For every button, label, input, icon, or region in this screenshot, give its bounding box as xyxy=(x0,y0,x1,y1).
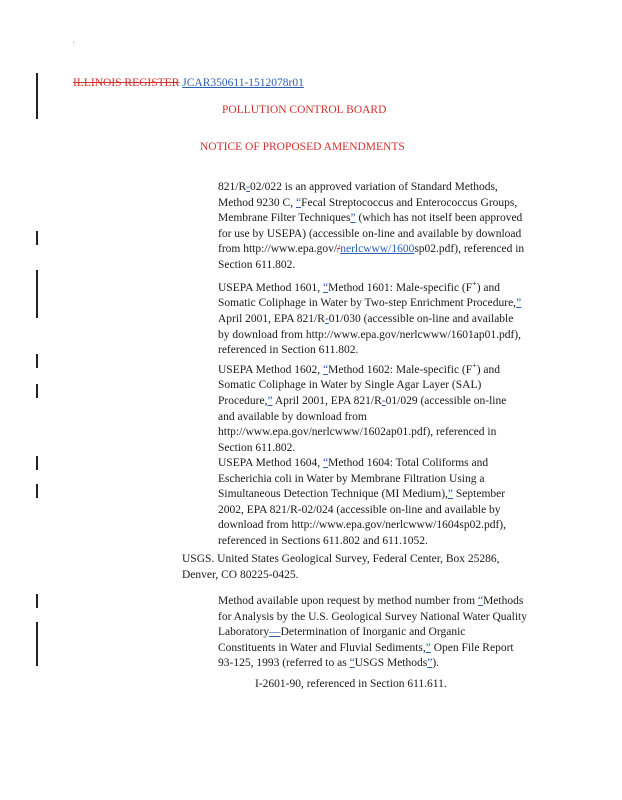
scan-mark: ' xyxy=(73,40,75,50)
change-bar xyxy=(36,594,38,608)
paragraph-usepa-method-1601: USEPA Method 1601, “Method 1601: Male-specific (F+) and Somatic Coliphage in Water by Two-step Enrichment Procedure,” April 2001, EPA 821/R-01/030 (accessible on-line and available by download from http://www.epa.gov/nerlcwww/1601ap01.pdf), referenced in Section 611.802. xyxy=(218,279,522,357)
paragraph-usepa-method-1604: USEPA Method 1604, “Method 1604: Total Coliforms and Escherichia coli in Water by Membrane Filtration Using a Simultaneous Detection Technique (MI Medium),” September 2002, EPA 821/R-02/024 (accessible on-line and available by download from http://www.epa.gov/nerlcwww/1604sp02.pdf), referenced in Sections 611.802 and 611.1052. xyxy=(218,457,506,547)
change-bar xyxy=(36,384,38,398)
change-bar xyxy=(36,622,38,666)
paragraph-i-2601-90: I-2601-90, referenced in Section 611.611. xyxy=(255,678,447,690)
agency-heading: POLLUTION CONTROL BOARD xyxy=(222,104,387,116)
notice-heading: NOTICE OF PROPOSED AMENDMENTS xyxy=(200,141,405,153)
change-bar xyxy=(36,231,38,245)
register-deleted-text: ILLINOIS REGISTER xyxy=(73,77,180,89)
change-bar xyxy=(36,456,38,470)
change-bar xyxy=(36,354,38,368)
paragraph-usgs-methods: Method available upon request by method number from “Methods for Analysis by the U.S. Geological Survey National Water Quality Laboratory—Determination of Inorganic and Organic Constituents in Water and Fluvial Sediments,” Open File Report 93-125, 1993 (referred to as “USGS Methods”). xyxy=(218,595,527,670)
change-bar xyxy=(36,270,38,318)
register-heading xyxy=(73,76,304,90)
paragraph-standard-methods-9230c: 821/R-02/022 is an approved variation of Standard Methods, Method 9230 C, “Fecal Streptococcus and Enterococcus Groups, Membrane Filter Techniques” (which has not itself been approved for use by USEPA) (accessible on-line and available by download from http://www.epa.gov//nerlcwww/1600sp02.pdf), referenced in Section 611.802. xyxy=(218,181,525,271)
register-inserted-text: JCAR350611-1512078r01 xyxy=(182,77,304,89)
change-bar xyxy=(36,73,38,119)
change-bar xyxy=(36,484,38,498)
paragraph-usepa-method-1602: USEPA Method 1602, “Method 1602: Male-specific (F+) and Somatic Coliphage in Water by Single Agar Layer (SAL) Procedure,” April 2001, EPA 821/R-01/029 (accessible on-line and available by download from http://www.epa.gov/nerlcwww/1602ap01.pdf), referenced in Section 611.802. xyxy=(218,361,507,454)
paragraph-usgs-address: USGS. United States Geological Survey, Federal Center, Box 25286, Denver, CO 80225-0425. xyxy=(182,553,500,581)
